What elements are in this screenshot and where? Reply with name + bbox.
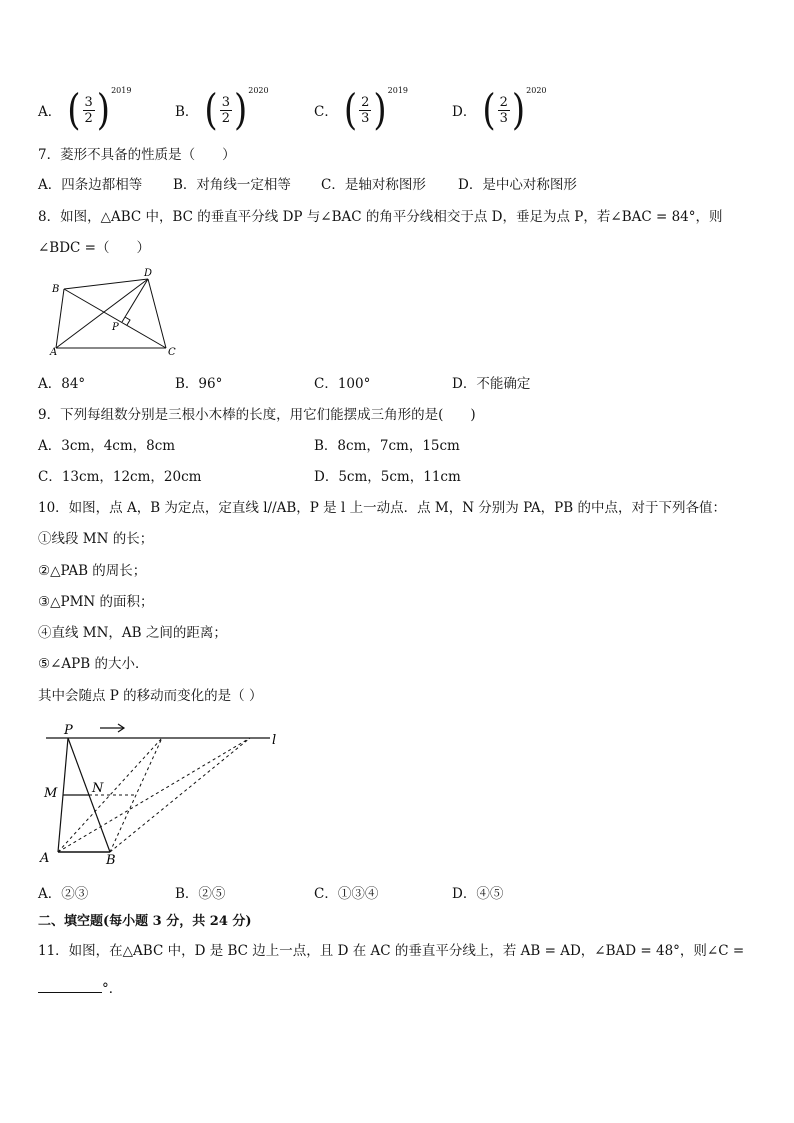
q6-option-b: B． ( $\frac{3}{2}$ ) 2020 [175,85,269,135]
right-angle-mark [125,317,130,325]
q9-option-b: B．8cm，7cm，15cm [314,438,460,454]
q7-option-a: A．四条边都相等 [38,177,143,193]
segment-bd [64,279,148,289]
q8-stem-line1: 8．如图，△ABC 中，BC 的垂直平分线 DP 与∠BAC 的角平分线相交于点 D，垂足为点 P，若∠BAC = 84°，则 [38,209,723,225]
segment-dc [148,279,166,348]
label-p: P [64,723,73,738]
exponent: 2019 [387,86,409,95]
q7-option-d: D．是中心对称图形 [458,177,577,193]
q8-option-a: A．84° [38,376,86,392]
label-d: D [144,268,153,279]
q11-stem: 11．如图，在△ABC 中，D 是 BC 边上一点，且 D 在 AC 的垂直平分线上，若 AB = AD，∠BAD = 48°，则∠C = [38,943,745,959]
q10-item-5: ⑤∠APB 的大小． [38,656,149,672]
q10-question: 其中会随点 P 的移动而变化的是（ ） [38,688,263,704]
label-a: A [50,347,58,358]
label-a: A [40,851,50,866]
segment-ad [56,279,148,348]
q10-stem: 10．如图，点 A，B 为定点，定直线 l//AB，P 是 l 上一动点．点 M，N 分别为 PA，PB 的中点，对于下列各值： [38,500,726,516]
q10-option-a: A．②③ [38,886,89,902]
label-l: l [272,733,277,748]
segment-bc [64,289,166,348]
q8-option-c: C．100° [314,376,371,392]
fraction: $\frac{2}{3}$ [361,94,370,126]
fraction: $\frac{3}{2}$ [84,94,93,126]
exponent: 2020 [248,86,269,95]
section-heading: 二、填空题(每小题 3 分，共 24 分) [38,914,252,929]
label-n: N [92,781,104,796]
option-label: B． [175,104,199,120]
q10-figure [38,716,288,868]
q7-option-b: B．对角线一定相等 [173,177,291,193]
label-m: M [44,786,58,801]
segment-dp [122,279,148,322]
q6-option-c: C． ( $\frac{2}{3}$ ) 2019 [314,85,409,135]
label-p: P [112,322,119,333]
q8-stem-line2: ∠BDC =（ ） [38,240,150,256]
dashed-bp2 [110,738,162,852]
q10-option-d: D．④⑤ [452,886,504,902]
q6-option-d: D． ( $\frac{2}{3}$ ) 2020 [452,85,547,135]
q11-answer-line [38,980,122,998]
q9-option-d: D．5cm，5cm，11cm [314,469,461,485]
exponent: 2019 [111,86,132,95]
label-c: C [168,347,176,358]
q10-option-b: B．②⑤ [175,886,226,902]
option-label: C． [314,104,338,120]
q10-item-2: ②△PAB 的周长； [38,563,147,579]
answer-blank[interactable] [38,980,102,993]
blank-suffix: °． [102,981,123,997]
segment-ab [56,289,64,348]
q10-item-4: ④直线 MN，AB 之间的距离； [38,625,227,641]
q10-option-c: C．①③④ [314,886,379,902]
label-b: B [106,853,116,868]
q9-option-c: C．13cm，12cm，20cm [38,469,202,485]
label-b: B [52,284,60,295]
fraction: $\frac{2}{3}$ [499,94,508,126]
q6-option-a: A． ( $\frac{3}{2}$ ) 2019 [38,85,132,135]
exponent: 2020 [526,86,547,95]
q8-option-b: B．96° [175,376,223,392]
option-label: D． [452,104,477,120]
q8-option-d: D．不能确定 [452,376,531,392]
q10-item-1: ①线段 MN 的长； [38,531,154,547]
fraction: $\frac{3}{2}$ [221,94,230,126]
q9-option-a: A．3cm，4cm，8cm [38,438,176,454]
q7-option-c: C．是轴对称图形 [321,177,426,193]
q7-stem: 7．菱形不具备的性质是（ ） [38,147,236,163]
q10-item-3: ③△PMN 的面积； [38,594,154,610]
q8-figure [38,262,188,358]
q9-stem: 9．下列每组数分别是三根小木棒的长度，用它们能摆成三角形的是( ) [38,407,476,423]
option-label: A． [38,104,62,120]
